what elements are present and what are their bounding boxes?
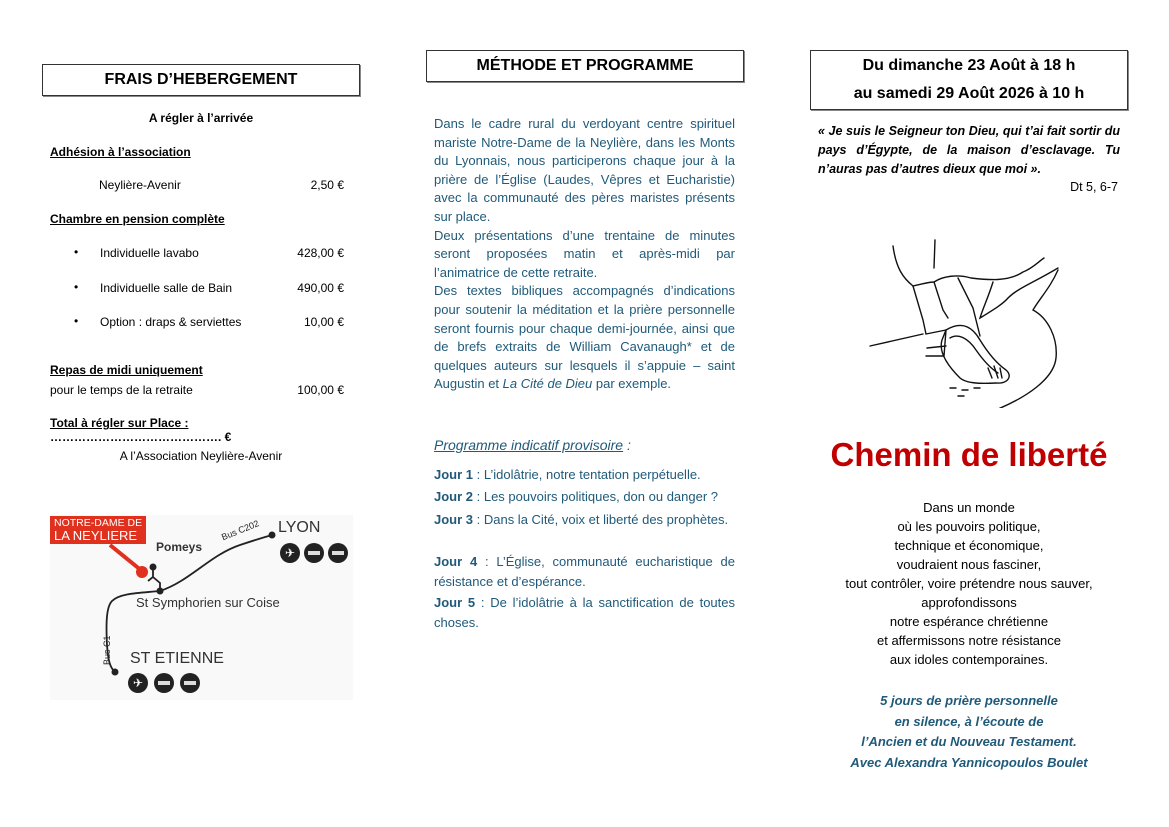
dates-line2: au samedi 29 Août 2026 à 10 h <box>853 85 1085 102</box>
train-icon <box>154 673 174 693</box>
bible-quote: « Je suis le Seigneur ton Dieu, qui t’ai fait sortir du pays d’Égypte, de la maison d’esclavage. Tu n’auras pas d’autres dieux que moi ». <box>818 124 1120 176</box>
room-item-price: 428,00 € <box>297 246 344 260</box>
meals-price: 100,00 € <box>297 383 344 397</box>
method-paragraph-3-end: par exemple. <box>592 376 672 392</box>
program-day <box>434 465 735 485</box>
plane-icon: ✈ <box>128 673 148 693</box>
membership-heading: Adhésion à l’association <box>50 145 191 159</box>
dates-line1: Du dimanche 23 Août à 18 h <box>862 57 1076 74</box>
day-text: : L’Église, communauté eucharistique de résistance et d’espérance. <box>434 554 735 589</box>
badge-line1: NOTRE-DAME DE <box>54 517 143 529</box>
method-paragraph-1: Dans le cadre rural du verdoyant centre spirituel mariste Notre-Dame de la Neylière, dans les Monts du Lyonnais, nous participerons chaque jour à la prière de l’Église (Laudes, Vêpres et Eucharistie) avec la communauté des pères maristes présents sur place. <box>434 116 735 224</box>
bus-icon <box>180 673 200 693</box>
poem-line: tout contrôler, voire prétendre nous sauver, <box>845 576 1093 591</box>
total-line <box>50 416 360 444</box>
closing-line: Avec Alexandra Yannicopoulos Boulet <box>850 754 1088 770</box>
room-item-label: Option : draps & serviettes <box>100 315 242 329</box>
bus-icon <box>328 543 348 563</box>
lyon-label: LYON <box>278 519 321 536</box>
pomeys-label: Pomeys <box>156 540 203 554</box>
plane-icon: ✈ <box>280 543 300 563</box>
day-label: Jour 1 <box>434 467 474 482</box>
poem-line: Dans un monde <box>923 500 1015 515</box>
day-label: Jour 4 <box>434 554 478 569</box>
closing-line: l’Ancien et du Nouveau Testament. <box>861 734 1077 749</box>
meals-label: pour le temps de la retraite <box>50 383 193 397</box>
program-day <box>434 593 735 632</box>
bullet-icon: • <box>74 314 79 328</box>
st-etienne-label: ST ETIENNE <box>130 650 224 667</box>
day-text: : Les pouvoirs politiques, don ou danger ? <box>473 489 719 504</box>
program-title-colon: : <box>623 437 631 453</box>
bullet-icon: • <box>74 245 79 259</box>
bus-c202-label: Bus C202 <box>220 518 261 543</box>
poem-line: technique et économique, <box>894 538 1044 553</box>
brochure-title: Chemin de liberté <box>830 436 1108 473</box>
total-label: Total à régler sur Place : <box>50 416 189 430</box>
closing-text <box>810 691 1128 773</box>
day-label: Jour 5 <box>434 595 476 610</box>
day-label: Jour 2 <box>434 489 474 504</box>
walking-feet-illustration <box>868 238 1078 408</box>
day-text: : L’idolâtrie, notre tentation perpétuelle. <box>473 467 701 482</box>
method-text <box>434 115 735 394</box>
program-title <box>434 437 631 453</box>
train-icon <box>304 543 324 563</box>
lyon-transport-icons <box>280 543 348 563</box>
method-paragraph-3 <box>434 282 735 394</box>
day-text: : De l’idolâtrie à la sanctification de toutes choses. <box>434 595 735 630</box>
method-paragraph-3-text: Des textes bibliques accompagnés d’indications pour soutenir la méditation et la prière personnelle seront fournis pour chaque demi-journée, ainsi que de brefs extraits de William Cavanaugh* et de quelques auteurs sur lesquels il s’appuie – saint Augustin et <box>434 283 735 392</box>
method-heading: MÉTHODE ET PROGRAMME <box>426 50 744 82</box>
total-dots: ……………………………………. € <box>50 430 232 444</box>
program-title-text: Programme indicatif provisoire <box>434 437 624 453</box>
book-title: La Cité de Dieu <box>502 376 593 392</box>
fees-heading: FRAIS D’HEBERGEMENT <box>42 64 360 96</box>
dates-box <box>810 50 1128 110</box>
bullet-icon: • <box>74 280 79 294</box>
program-day <box>434 487 735 507</box>
poem-line: et affermissons notre résistance <box>876 633 1061 648</box>
day-label: Jour 3 <box>434 512 474 527</box>
quote-reference: Dt 5, 6-7 <box>1070 180 1118 194</box>
fees-subtitle: A régler à l’arrivée <box>148 111 254 125</box>
st-symphorien-label: St Symphorien sur Coise <box>136 595 280 610</box>
method-paragraph-2: Deux présentations d’une trentaine de minutes seront proposées matin et après-midi par l’animatrice de cette retraite. <box>434 227 735 280</box>
membership-price: 2,50 € <box>310 178 344 192</box>
poem-line: approfondissons <box>921 595 1017 610</box>
poem-line: voudraient nous fasciner, <box>896 557 1042 572</box>
poem <box>810 498 1128 669</box>
room-item-price: 10,00 € <box>303 315 344 329</box>
room-item-label: Individuelle salle de Bain <box>100 281 233 295</box>
poem-line: aux idoles contemporaines. <box>889 652 1049 667</box>
st-etienne-transport-icons <box>128 673 200 693</box>
room-item-label: Individuelle lavabo <box>100 246 199 260</box>
meals-heading: Repas de midi uniquement <box>50 363 203 377</box>
closing-line: 5 jours de prière personnelle <box>880 693 1058 708</box>
day-text: : Dans la Cité, voix et liberté des prophètes. <box>473 512 729 527</box>
closing-line: en silence, à l’écoute de <box>894 713 1044 729</box>
poem-line: notre espérance chrétienne <box>889 614 1049 629</box>
membership-label: Neylière-Avenir <box>99 178 181 192</box>
program-day <box>434 552 735 591</box>
room-heading: Chambre en pension complète <box>50 212 225 226</box>
bus-c1-label: Bus C1 <box>102 635 112 665</box>
neyliere-badge <box>50 516 146 544</box>
badge-line2: LA NEYLIERE <box>54 528 138 543</box>
poem-line: où les pouvoirs politique, <box>897 519 1041 534</box>
room-item-price: 490,00 € <box>297 281 344 295</box>
program-day <box>434 510 735 530</box>
access-map <box>50 515 353 700</box>
payee: A l’Association Neylière-Avenir <box>119 449 283 463</box>
